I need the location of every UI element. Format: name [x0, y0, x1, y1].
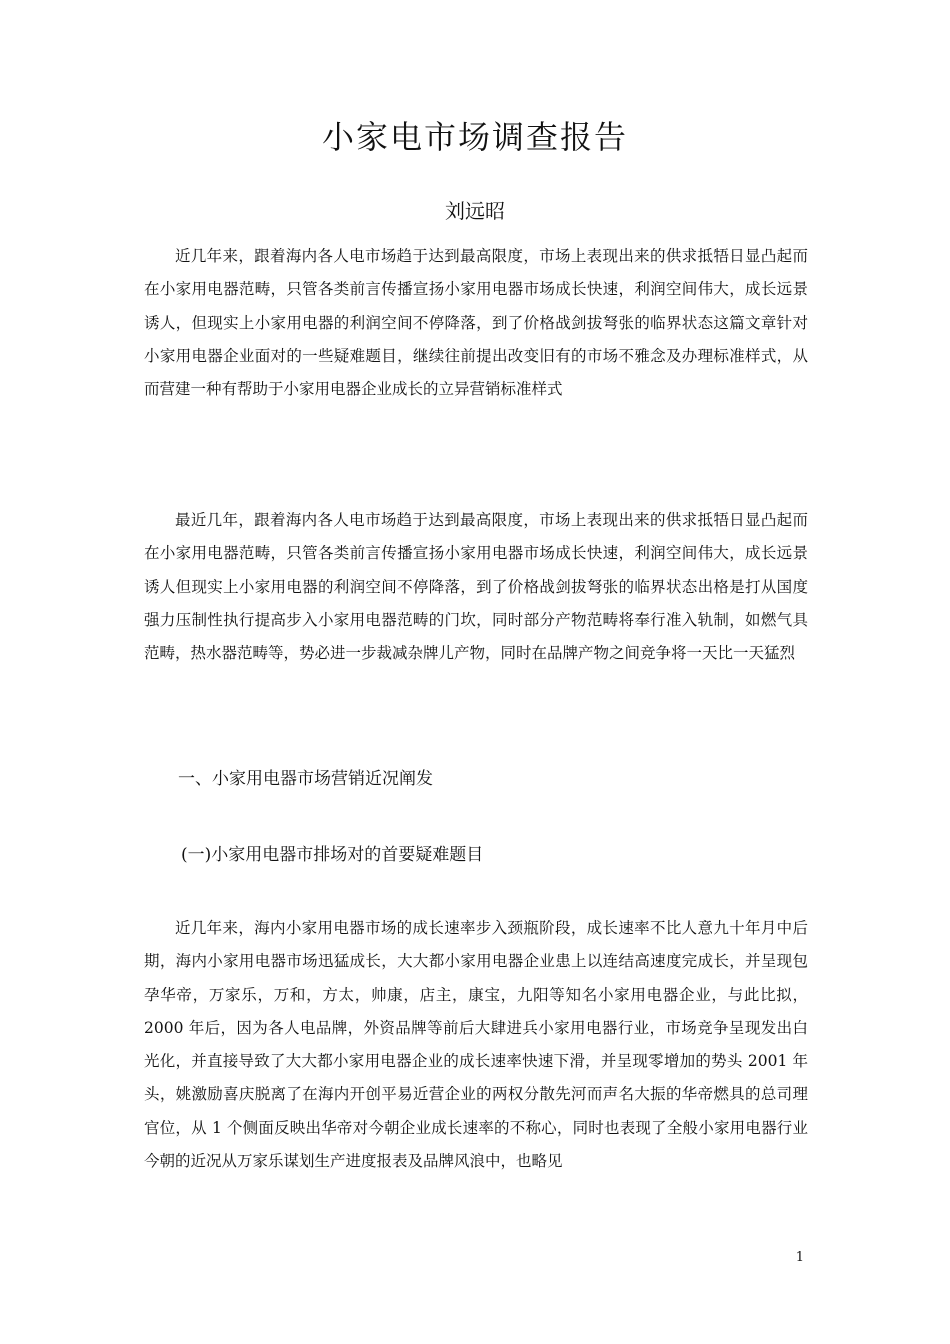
paragraph-market-background: 最近几年，跟着海内各人电市场趋于达到最高限度，市场上表现出来的供求抵牾日显凸起而在小家用电器范畴，只管各类前言传播宣扬小家用电器市场成长快速，利润空间伟大，成长远景诱人但现实上小家用电器的利润空间不停降落，到了价格战剑拔弩张的临界状态出格是打从国度强力压制性执行提高步入小家用电器范畴的门坎，同时部分产物范畴将奉行准入轨制，如燃气具范畴，热水器范畴等，势必进一步裁减杂牌儿产物，同时在品牌产物之间竞争将一天比一天猛烈	[144, 511, 808, 663]
section-heading: 一、小家用电器市场营销近况阐发	[178, 769, 433, 789]
paragraph-intro: 近几年来，跟着海内各人电市场趋于达到最高限度，市场上表现出来的供求抵牾日显凸起而在小家用电器范畴，只管各类前言传播宣扬小家用电器市场成长快速，利润空间伟大，成长远景诱人，但现实上小家用电器的利润空间不停降落，到了价格战剑拔弩张的临界状态这篇文章针对小家用电器企业面对的一些疑难题目，继续往前提出改变旧有的市场不雅念及办理标准样式，从而营建一种有帮助于小家用电器企业成长的立异营销标准样式	[144, 247, 808, 399]
author-name: 刘远昭	[445, 199, 505, 223]
page-number: 1	[795, 1250, 804, 1265]
document-title: 小家电市场调查报告	[321, 118, 628, 156]
paragraph-growth-analysis: 近几年来，海内小家用电器市场的成长速率步入颈瓶阶段，成长速率不比人意九十年月中后期，海内小家用电器市场迅猛成长，大大都小家用电器企业患上以连结高速度完成长，并呈现包孕华帝，万家乐，万和，方太，帅康，店主，康宝，九阳等知名小家用电器企业，与此比拟，2000 年后，因为各人电品牌，外资品牌等前后大肆进兵小家用电器行业，市场竞争呈现发出白光化，并直接导致了大大都小家用电器企业的成长速率快速下滑，并呈现零增加的势头 2001 年头，姚激励喜庆脱离了在海内开创平易近营企业的两权分散先河而声名大振的华帝燃具的总司理官位，从 1 个侧面反映出华帝对今朝企业成长速率的不称心，同时也表现了全般小家用电器行业今朝的近况从万家乐谋划生产进度报表及品牌风浪中，也略见	[144, 919, 808, 1171]
subsection-heading: (一)小家用电器市排场对的首要疑难题目	[181, 845, 484, 865]
